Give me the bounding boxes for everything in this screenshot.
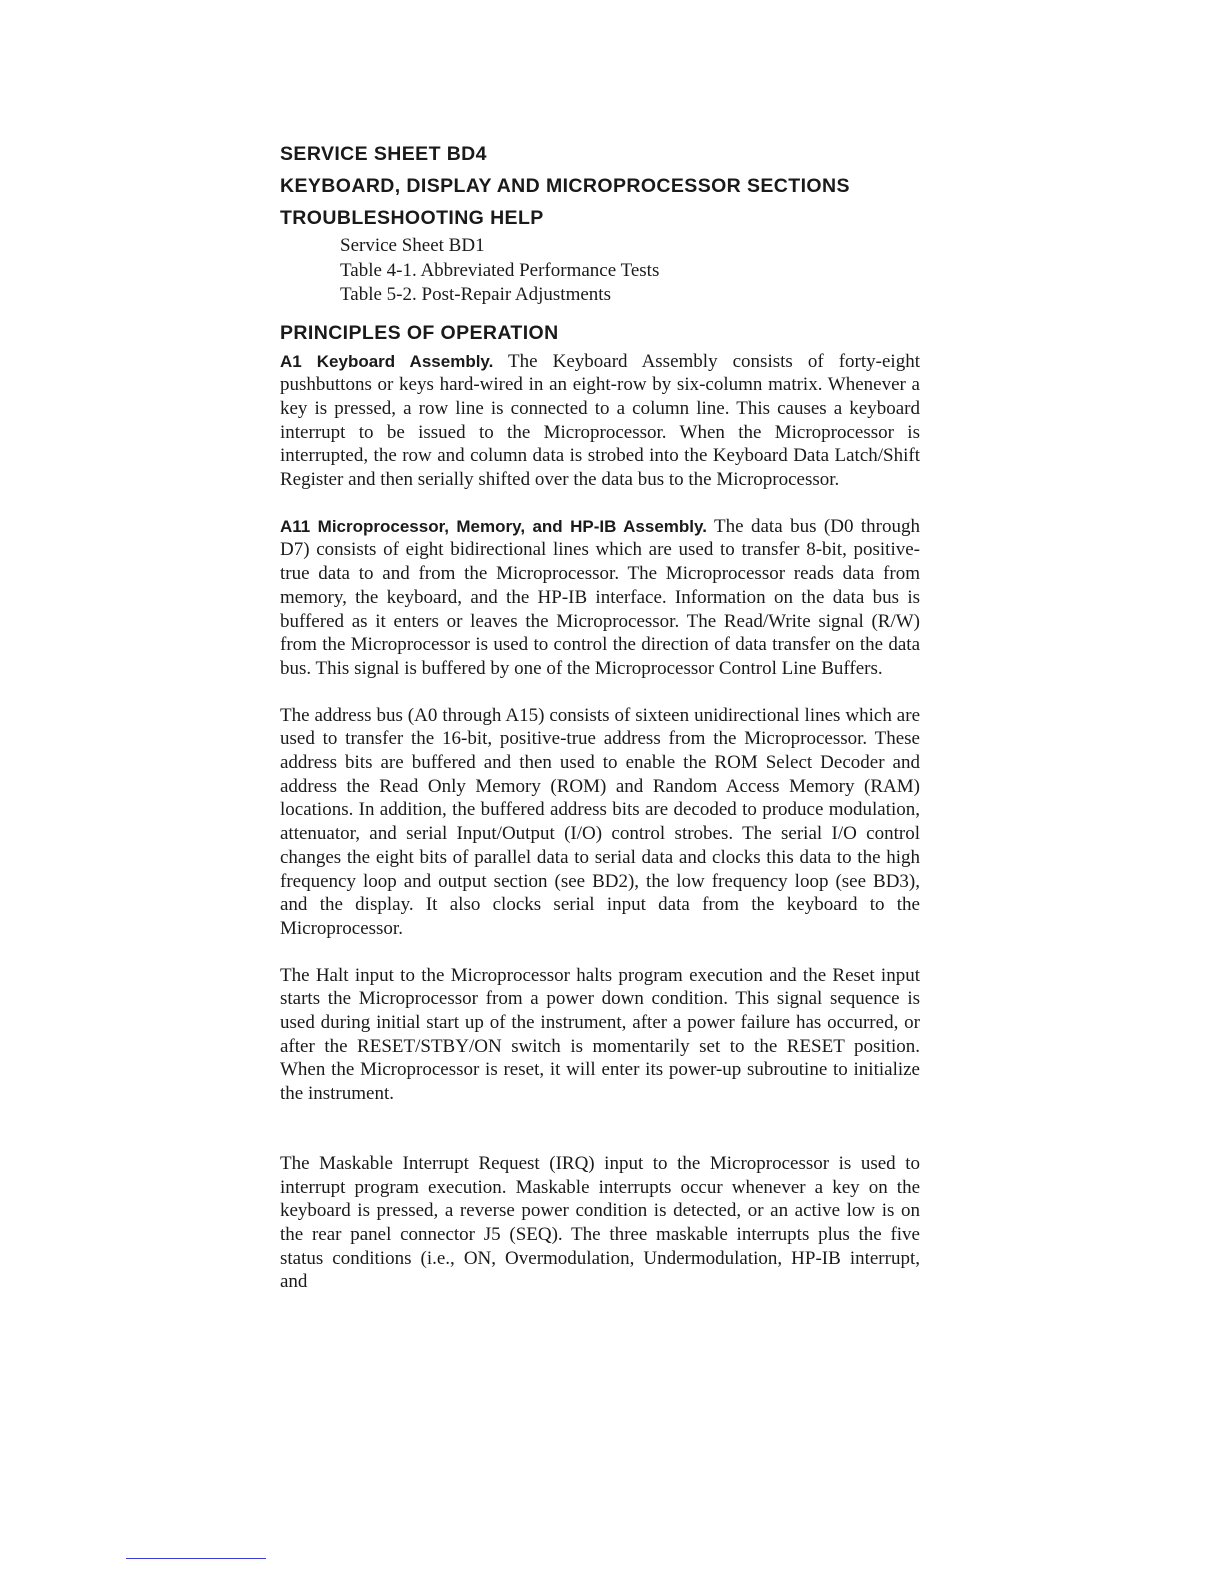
sheet-title: SERVICE SHEET BD4	[280, 143, 487, 165]
troubleshooting-reference-list	[340, 234, 920, 308]
keyboard-paragraph	[280, 350, 920, 492]
reference-item: Service Sheet BD1	[340, 235, 485, 256]
address-bus-paragraph: The address bus (A0 through A15) consists of sixteen unidirectional lines which are used to transfer the 16-bit, positive-true address from the Microprocessor. These address bits are buffered and then used to enable the ROM Select Decoder and address the Read Only Memory (ROM) and Random Access Memory (RAM) locations. In addition, the buffered address bits are decoded to produce modulation, attenuator, and serial Input/Output (I/O) control strobes. The serial I/O control changes the eight bits of parallel data to serial data and clocks this data to the high frequency loop and output section (see BD2), the low frequency loop (see BD3), and the display. It also clocks serial input data from the keyboard to the Microprocessor.	[280, 704, 920, 939]
footnote-divider	[126, 1558, 266, 1559]
reference-item: Table 5-2. Post-Repair Adjustments	[340, 284, 611, 305]
service-sheet-page	[280, 138, 920, 1294]
keyboard-run-in-title: A1 Keyboard Assembly.	[280, 351, 494, 371]
halt-reset-paragraph: The Halt input to the Microprocessor halts program execution and the Reset input starts the Microprocessor from a power down condition. This signal sequence is used during initial start up of the instrument, after a power failure has occurred, or after the RESET/STBY/ON switch is momentarily set to the RESET position. When the Microprocessor is reset, it will enter its power-up subroutine to initialize the instrument.	[280, 964, 920, 1105]
reference-item: Table 4-1. Abbreviated Performance Tests	[340, 259, 660, 281]
sheet-subtitle: KEYBOARD, DISPLAY AND MICROPROCESSOR SECTIONS	[280, 175, 850, 197]
keyboard-body: The Keyboard Assembly consists of forty-eight pushbuttons or keys hard-wired in an eight-row by six-column matrix. Whenever a key is pressed, a row line is connected to a column line. This causes a keyboard interrupt to be issued to the Microprocessor. When the Microprocessor is interrupted, the row and column data is strobed into the Keyboard Data Latch/Shift Register and then serially shifted over the data bus to the Microprocessor.	[280, 350, 920, 491]
principles-heading: PRINCIPLES OF OPERATION	[280, 321, 559, 344]
microprocessor-paragraph	[280, 515, 920, 681]
troubleshooting-heading: TROUBLESHOOTING HELP	[280, 207, 544, 229]
irq-paragraph: The Maskable Interrupt Request (IRQ) input to the Microprocessor is used to interrupt program execution. Maskable interrupts occur whenever a key on the keyboard is pressed, a reverse power condition is detected, or an active low is on the rear panel connector J5 (SEQ). The three maskable interrupts plus the five status conditions (i.e., ON, Overmodulation, Undermodulation, HP-IB interrupt, and	[280, 1152, 920, 1293]
microprocessor-run-in-title: A11 Microprocessor, Memory, and HP-IB Assembly.	[280, 516, 707, 536]
microprocessor-body: The data bus (D0 through D7) consists of eight bidirectional lines which are used to transfer 8-bit, positive-true data to and from the Microprocessor. The Microprocessor reads data from memory, the keyboard, and the HP-IB interface. Information on the data bus is buffered as it enters or leaves the Microprocessor. The Read/Write signal (R/W) from the Microprocessor is used to control the direction of data transfer on the data bus. This signal is buffered by one of the Microprocessor Control Line Buffers.	[280, 515, 920, 679]
